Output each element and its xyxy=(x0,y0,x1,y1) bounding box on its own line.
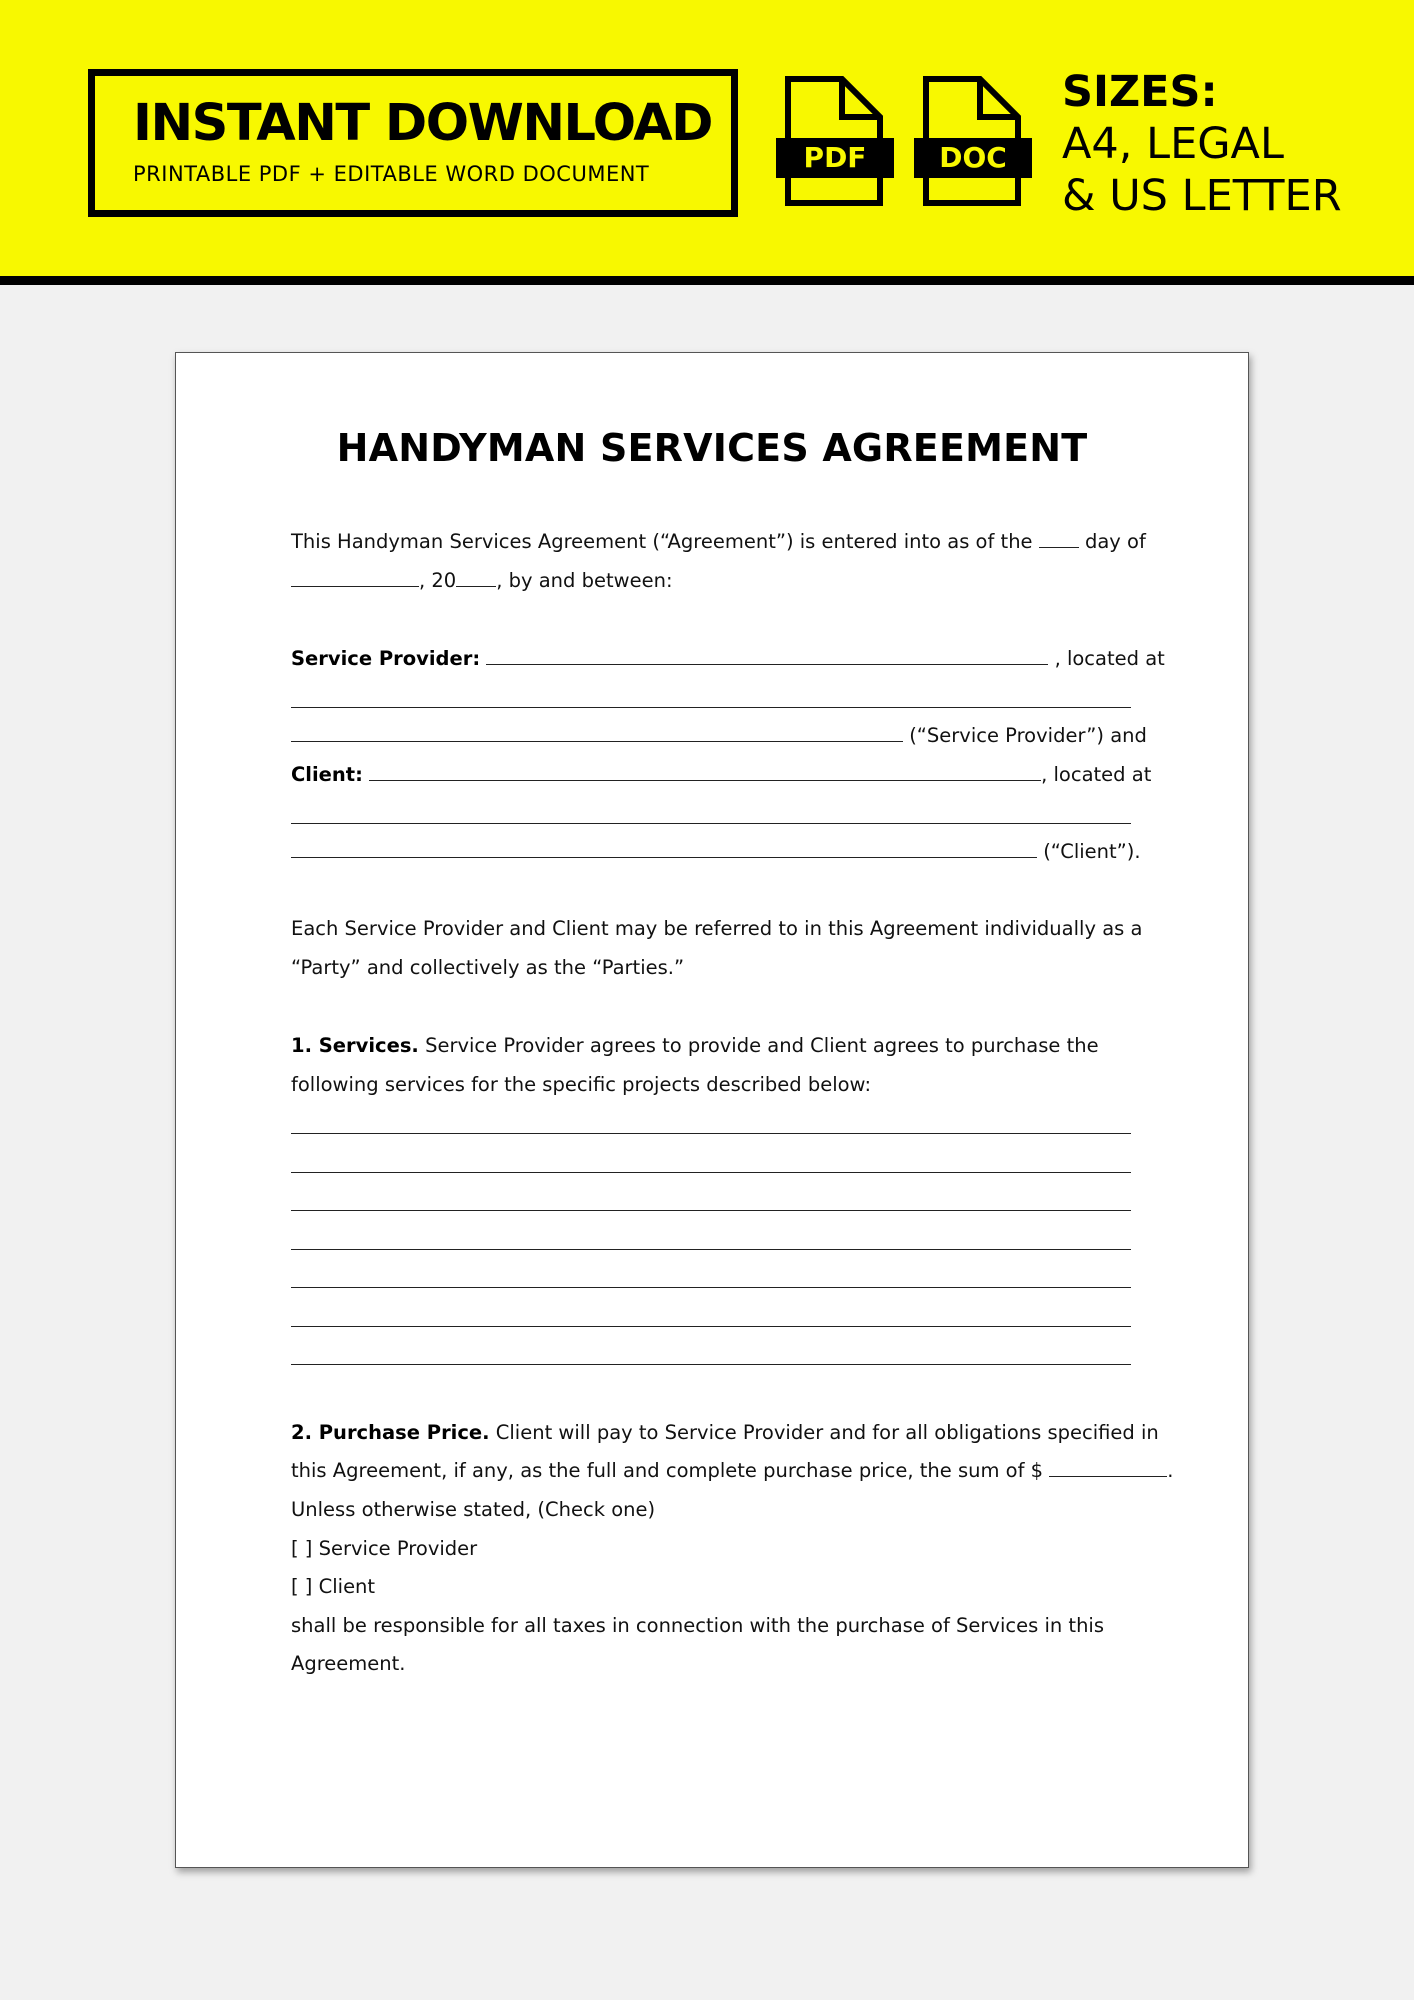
parties-line-1: Each Service Provider and Client may be referred to in this Agreement individually as a xyxy=(291,917,1143,940)
instant-download-subtitle: PRINTABLE PDF + EDITABLE WORD DOCUMENT xyxy=(133,162,650,186)
option-service-provider-checkbox[interactable]: [ ] Service Provider xyxy=(291,1537,478,1560)
services-blank-3[interactable] xyxy=(291,1210,1131,1211)
option-client-checkbox[interactable]: [ ] Client xyxy=(291,1575,376,1598)
client-suffix: , located at xyxy=(1041,763,1152,786)
sizes-line-1: A4, LEGAL xyxy=(1062,119,1284,169)
client-address-line-2 xyxy=(291,838,1141,866)
pdf-file-icon xyxy=(776,76,886,206)
instant-download-box xyxy=(88,69,738,217)
client-label: Client: xyxy=(291,763,363,786)
parties-line-2: “Party” and collectively as the “Parties.” xyxy=(291,956,685,979)
client-end: (“Client”). xyxy=(1043,840,1141,863)
provider-address-blank-2[interactable] xyxy=(291,723,903,742)
provider-suffix: , located at xyxy=(1054,647,1165,670)
provider-end: (“Service Provider”) and xyxy=(909,724,1147,747)
instant-download-title: INSTANT DOWNLOAD xyxy=(133,94,713,153)
promo-banner xyxy=(0,0,1414,285)
sizes-title: SIZES: xyxy=(1062,67,1218,117)
client-address-blank-1[interactable] xyxy=(291,823,1131,824)
doc-file-icon xyxy=(914,76,1024,206)
services-blank-6[interactable] xyxy=(291,1326,1131,1327)
price-heading: 2. Purchase Price. xyxy=(291,1421,490,1444)
doc-label: DOC xyxy=(914,138,1032,178)
pdf-label: PDF xyxy=(776,138,894,178)
client-line xyxy=(291,761,1152,789)
services-blank-7[interactable] xyxy=(291,1364,1131,1365)
sizes-info xyxy=(1062,66,1342,222)
document-title: HANDYMAN SERVICES AGREEMENT xyxy=(336,426,1088,470)
services-blank-5[interactable] xyxy=(291,1287,1131,1288)
intro-line-1 xyxy=(291,528,1146,556)
client-name-blank[interactable] xyxy=(369,762,1041,781)
price-line-3: Unless otherwise stated, (Check one) xyxy=(291,1498,656,1521)
provider-address-blank-1[interactable] xyxy=(291,707,1131,708)
intro-text-2b: , by and between: xyxy=(496,569,673,592)
price-line-2: this Agreement, if any, as the full and complete purchase price, the sum of $ . xyxy=(291,1459,1174,1482)
provider-line xyxy=(291,645,1165,673)
services-blank-1[interactable] xyxy=(291,1133,1131,1134)
price-line-1 xyxy=(291,1419,1159,1447)
services-heading: 1. Services. xyxy=(291,1034,419,1057)
provider-label: Service Provider: xyxy=(291,647,481,670)
intro-text-1b: day of xyxy=(1084,530,1146,553)
services-text-1: Service Provider agrees to provide and Client agrees to purchase the xyxy=(425,1034,1099,1057)
sizes-line-2: & US LETTER xyxy=(1062,171,1342,221)
intro-text-1a: This Handyman Services Agreement (“Agreement”) is entered into as of the xyxy=(291,530,1033,553)
services-line-1 xyxy=(291,1032,1136,1060)
provider-name-blank[interactable] xyxy=(486,646,1048,665)
services-blank-2[interactable] xyxy=(291,1172,1131,1173)
services-blank-4[interactable] xyxy=(291,1249,1131,1250)
intro-text-2a: , 20 xyxy=(419,569,457,592)
day-blank[interactable] xyxy=(1039,529,1079,548)
taxes-line-1: shall be responsible for all taxes in connection with the purchase of Services in this xyxy=(291,1614,1105,1637)
year-blank[interactable] xyxy=(456,568,496,587)
taxes-line-2: Agreement. xyxy=(291,1652,406,1675)
price-text-2: this Agreement, if any, as the full and complete purchase price, the sum of $ xyxy=(291,1459,1044,1482)
services-line-2: following services for the specific projects described below: xyxy=(291,1073,872,1096)
price-amount-blank[interactable] xyxy=(1049,1458,1167,1477)
client-address-blank-2[interactable] xyxy=(291,839,1037,858)
price-text-1: Client will pay to Service Provider and for all obligations specified in xyxy=(495,1421,1159,1444)
month-blank[interactable] xyxy=(291,568,419,587)
provider-address-line-2 xyxy=(291,722,1147,750)
intro-line-2 xyxy=(291,567,1136,595)
document-page xyxy=(175,352,1249,1868)
